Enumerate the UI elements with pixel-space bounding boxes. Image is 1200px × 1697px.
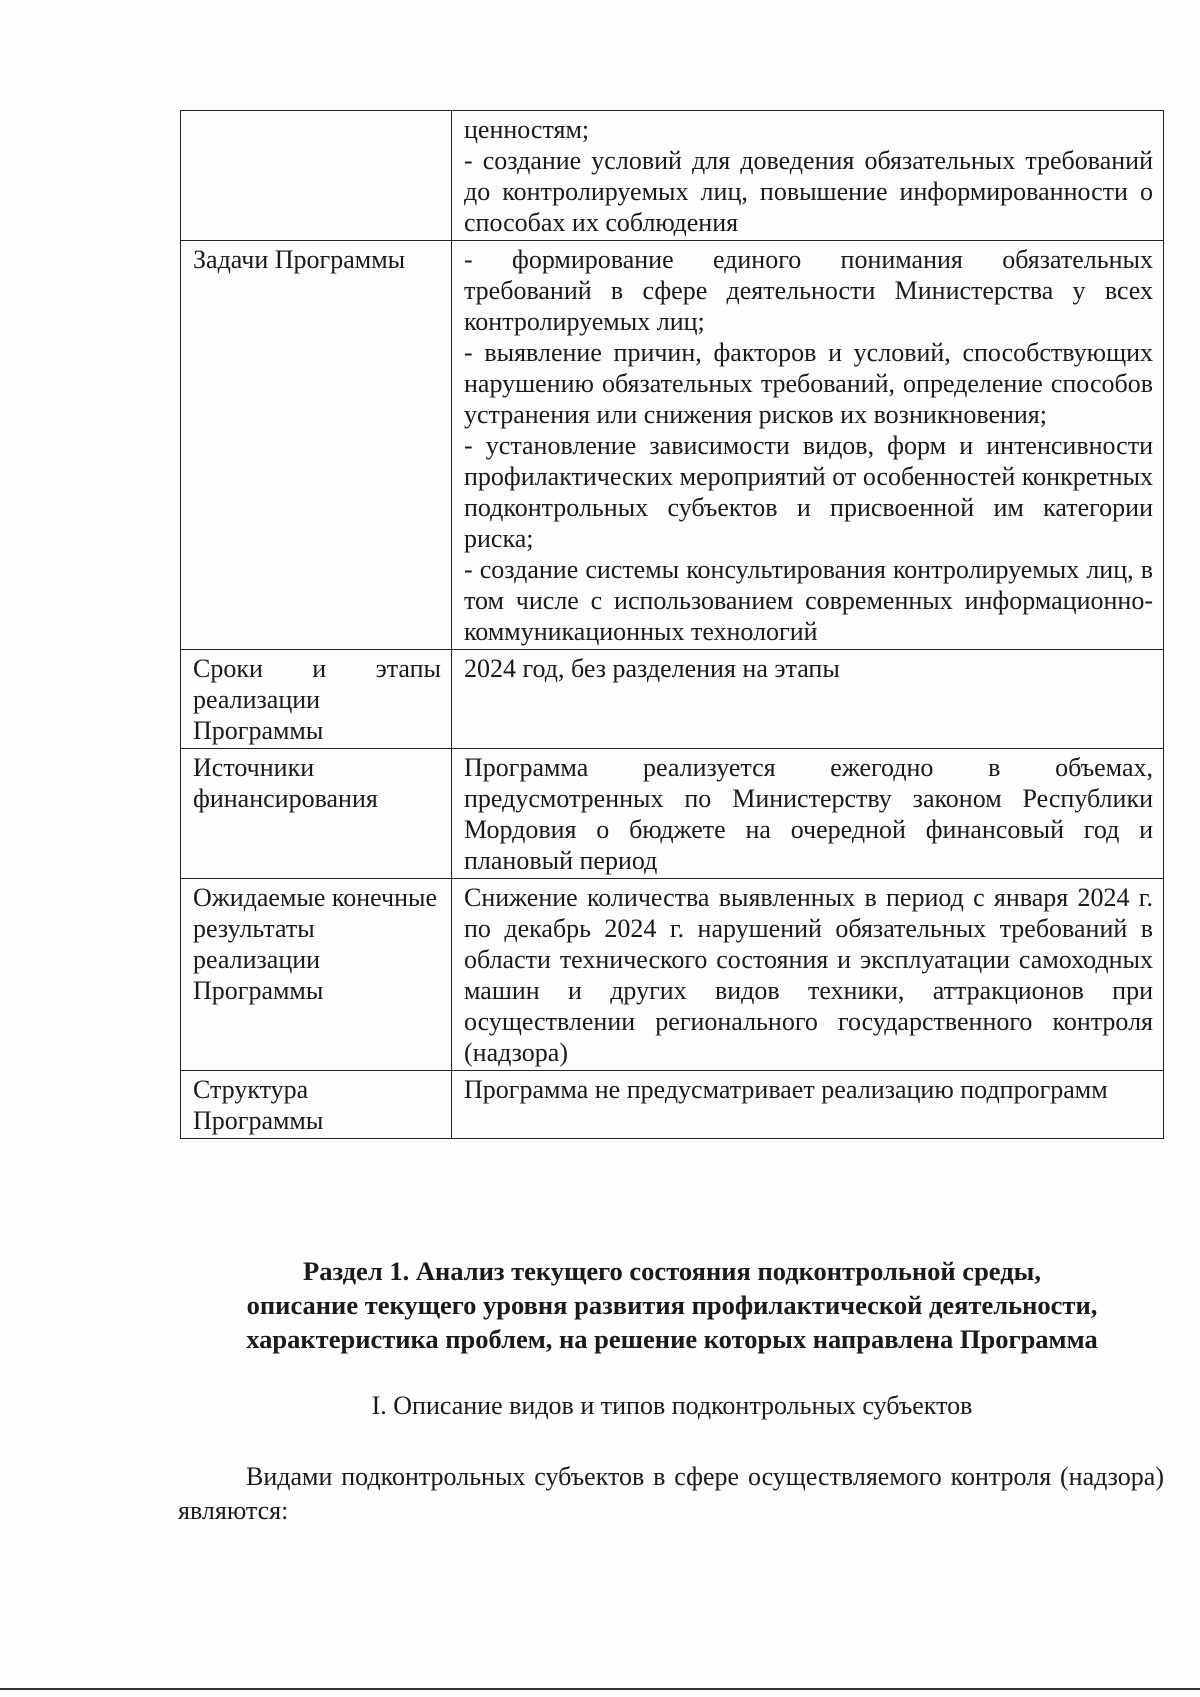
content-paragraph: Программа не предусматривает реализацию подпрограмм <box>464 1075 1108 1104</box>
section-subheading: I. Описание видов и типов подконтрольных субъектов <box>371 1391 973 1420</box>
body-paragraph <box>178 1460 1164 1528</box>
table-row <box>181 650 1164 749</box>
content-paragraph: - выявление причин, факторов и условий, способствующих нарушению обязательных требований, определение способов устранения или снижения рисков их возникновения; <box>464 338 1153 429</box>
row-label: Ожидаемые конечные результаты реализации Программы <box>181 879 452 1071</box>
row-content <box>452 879 1164 1071</box>
content-paragraph: Программа реализуется ежегодно в объемах, предусмотренных по Министерству законом Республики Мордовия о бюджете на очередной финансовый год и плановый период <box>464 753 1153 875</box>
row-content <box>452 1071 1164 1139</box>
content-paragraph: Снижение количества выявленных в период с января 2024 г. по декабрь 2024 г. нарушений обязательных требований в области технического состояния и эксплуатации самоходных машин и других видов техники, аттракционов при осуществлении регионального государственного контроля (надзора) <box>464 883 1153 1067</box>
section-heading-line: Раздел 1. Анализ текущего состояния подконтрольной среды, <box>303 1256 1041 1286</box>
content-paragraph: - создание условий для доведения обязательных требований до контролируемых лиц, повышение информированности о способах их соблюдения <box>464 146 1153 237</box>
content-paragraph: 2024 год, без разделения на этапы <box>464 654 840 683</box>
section-heading-line: характеристика проблем, на решение которых направлена Программа <box>246 1324 1098 1354</box>
row-label <box>181 111 452 241</box>
program-passport-table <box>180 110 1164 1139</box>
content-paragraph: - установление зависимости видов, форм и интенсивности профилактических мероприятий от особенностей конкретных подконтрольных субъектов и присвоенной им категории риска; <box>464 431 1153 553</box>
table-row <box>181 879 1164 1071</box>
content-paragraph: - формирование единого понимания обязательных требований в сфере деятельности Министерства у всех контролируемых лиц; <box>464 245 1153 336</box>
row-content <box>452 650 1164 749</box>
content-paragraph: ценностям; <box>464 115 590 144</box>
row-label: Задачи Программы <box>181 241 452 650</box>
section-heading <box>180 1254 1164 1356</box>
row-content <box>452 111 1164 241</box>
content-paragraph: - создание системы консультирования контролируемых лиц, в том числе с использованием современных информационно-коммуникационных технологий <box>464 555 1153 646</box>
row-label: Источники финансирования <box>181 749 452 879</box>
table-row <box>181 1071 1164 1139</box>
row-label: Структура Программы <box>181 1071 452 1139</box>
table-row <box>181 241 1164 650</box>
table-row <box>181 749 1164 879</box>
body-paragraph-text: Видами подконтрольных субъектов в сфере осуществляемого контроля (надзора) являются: <box>178 1462 1164 1525</box>
row-content <box>452 241 1164 650</box>
row-label: Сроки и этапы реализации Программы <box>181 650 452 749</box>
section-heading-line: описание текущего уровня развития профилактической деятельности, <box>246 1290 1098 1320</box>
scan-edge-line <box>0 1688 1200 1690</box>
row-content <box>452 749 1164 879</box>
table-row <box>181 111 1164 241</box>
